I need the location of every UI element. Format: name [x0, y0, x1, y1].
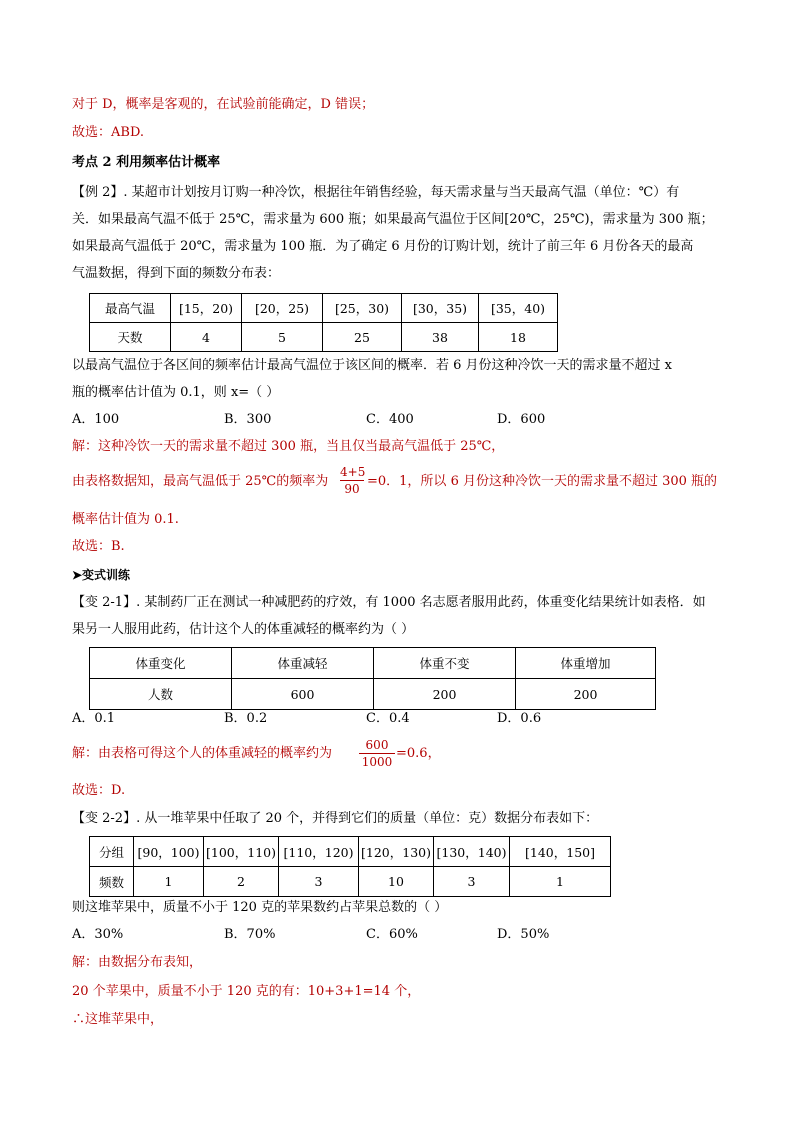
example-2-solution-2b: =0．1，所以 6 月份这种冷饮一天的需求量不超过 300 瓶的: [367, 474, 718, 489]
variant-2-2-solution-1: 解：由数据分布表知，: [72, 955, 203, 970]
table-cell: 频数: [90, 867, 134, 897]
example-2-text-1: 【例 2】. 某超市计划按月订购一种冷饮，根据往年销售经验，每天需求量与当天最高气温（单位：℃）有: [72, 185, 680, 200]
fraction-numerator: 4+5: [340, 465, 366, 479]
table-row: [90, 323, 558, 352]
table-cell: [100，110): [204, 837, 279, 867]
variant-2-1-solution-a: 解：由表格可得这个人的体重减轻的概率约为: [72, 746, 333, 761]
example-2-solution-3: 概率估计值为 0.1.: [72, 512, 179, 527]
weight-change-table: [89, 647, 656, 710]
apple-mass-table: [89, 836, 611, 897]
variant-2-2-solution-2: 20 个苹果中，质量不小于 120 克的有：10+3+1=14 个，: [72, 984, 421, 999]
table-cell: [120，130): [359, 837, 434, 867]
table-cell: [25，30): [323, 294, 402, 323]
option-b: B．300: [224, 412, 272, 427]
table-cell: 分组: [90, 837, 134, 867]
table-cell: 4: [171, 323, 242, 352]
table-cell: 600: [232, 679, 374, 710]
table-cell: [110，120): [279, 837, 359, 867]
example-2-text-3: 如果最高气温低于 20℃，需求量为 100 瓶．为了确定 6 月份的订购计划，统计了前三年 6 月份各天的最高: [72, 239, 694, 254]
variant-2-2-solution-3: ∴这堆苹果中，: [72, 1012, 164, 1027]
table-row: [90, 679, 656, 710]
table-cell: [15，20): [171, 294, 242, 323]
option-b: B．70%: [224, 927, 276, 942]
example-2-question-1: 以最高气温位于各区间的频率估计最高气温位于该区间的概率．若 6 月份这种冷饮一天的需求量不超过 x: [72, 358, 673, 373]
table-cell: 1: [510, 867, 611, 897]
solution-line-d: 对于 D，概率是客观的，在试验前能确定，D 错误；: [72, 97, 375, 112]
example-2-text-4: 气温数据，得到下面的频数分布表：: [72, 266, 281, 281]
option-c: C．0.4: [366, 711, 410, 726]
fraction-numerator: 600: [365, 738, 389, 752]
table-cell: [130，140): [434, 837, 510, 867]
table-cell: [30，35): [402, 294, 479, 323]
table-cell: [20，25): [242, 294, 323, 323]
option-d: D．0.6: [497, 711, 542, 726]
example-2-question-2: 瓶的概率估计值为 0.1，则 x=（ ）: [72, 385, 280, 400]
example-2-text-2: 关．如果最高气温不低于 25℃，需求量为 600 瓶；如果最高气温位于区间[20℃，25℃)，需求量为 300 瓶；: [72, 212, 714, 227]
variant-2-1-text-2: 果另一人服用此药，估计这个人的体重减轻的概率约为（ ）: [72, 622, 415, 637]
variant-2-1-text-1: 【变 2-1】. 某制药厂正在测试一种减肥药的疗效，有 1000 名志愿者服用此药，体重变化结果统计如表格．如: [72, 595, 706, 610]
table-row: [90, 294, 558, 323]
option-b: B．0.2: [224, 711, 268, 726]
variant-heading: ➤变式训练: [72, 568, 131, 582]
example-2-answer: 故选：B.: [72, 539, 125, 554]
table-cell: 人数: [90, 679, 232, 710]
table-row: [90, 648, 656, 679]
table-cell: 38: [402, 323, 479, 352]
table-cell: 体重增加: [516, 648, 656, 679]
variant-2-1-answer: 故选：D.: [72, 783, 126, 798]
table-cell: 1: [134, 867, 204, 897]
table-cell: 3: [434, 867, 510, 897]
table-cell: 体重减轻: [232, 648, 374, 679]
option-a: A．30%: [72, 927, 124, 942]
fraction-denominator: 90: [344, 482, 360, 496]
fraction: [340, 465, 364, 496]
table-cell: [90，100): [134, 837, 204, 867]
table-cell: [35，40): [479, 294, 558, 323]
section-heading: 考点 2 利用频率估计概率: [72, 155, 221, 170]
table-cell: 5: [242, 323, 323, 352]
option-a: A．0.1: [72, 711, 116, 726]
option-d: D．600: [497, 412, 546, 427]
temperature-frequency-table: [89, 293, 558, 352]
table-row: [90, 837, 611, 867]
table-cell: [140，150]: [510, 837, 611, 867]
table-cell: 18: [479, 323, 558, 352]
table-cell: 200: [516, 679, 656, 710]
variant-2-2-text: 【变 2-2】. 从一堆苹果中任取了 20 个，并得到它们的质量（单位：克）数据分布表如下：: [72, 811, 599, 826]
variant-2-2-question: 则这堆苹果中，质量不小于 120 克的苹果数约占苹果总数的（ ）: [72, 900, 448, 915]
option-d: D．50%: [497, 927, 550, 942]
fraction: [359, 738, 395, 769]
table-cell: 10: [359, 867, 434, 897]
example-2-solution-1: 解：这种冷饮一天的需求量不超过 300 瓶，当且仅当最高气温低于 25℃，: [72, 439, 505, 454]
answer-line-abd: 故选：ABD.: [72, 125, 145, 140]
table-cell: 3: [279, 867, 359, 897]
option-c: C．60%: [366, 927, 418, 942]
table-cell: 2: [204, 867, 279, 897]
option-c: C．400: [366, 412, 414, 427]
table-cell: 25: [323, 323, 402, 352]
table-cell: 200: [374, 679, 516, 710]
table-cell: 天数: [90, 323, 171, 352]
table-row: [90, 867, 611, 897]
table-cell: 体重不变: [374, 648, 516, 679]
variant-2-1-solution-b: =0.6，: [396, 746, 441, 761]
example-2-solution-2a: 由表格数据知，最高气温低于 25℃的频率为: [72, 474, 329, 489]
fraction-denominator: 1000: [361, 755, 393, 769]
table-cell: 体重变化: [90, 648, 232, 679]
table-cell: 最高气温: [90, 294, 171, 323]
option-a: A．100: [72, 412, 120, 427]
